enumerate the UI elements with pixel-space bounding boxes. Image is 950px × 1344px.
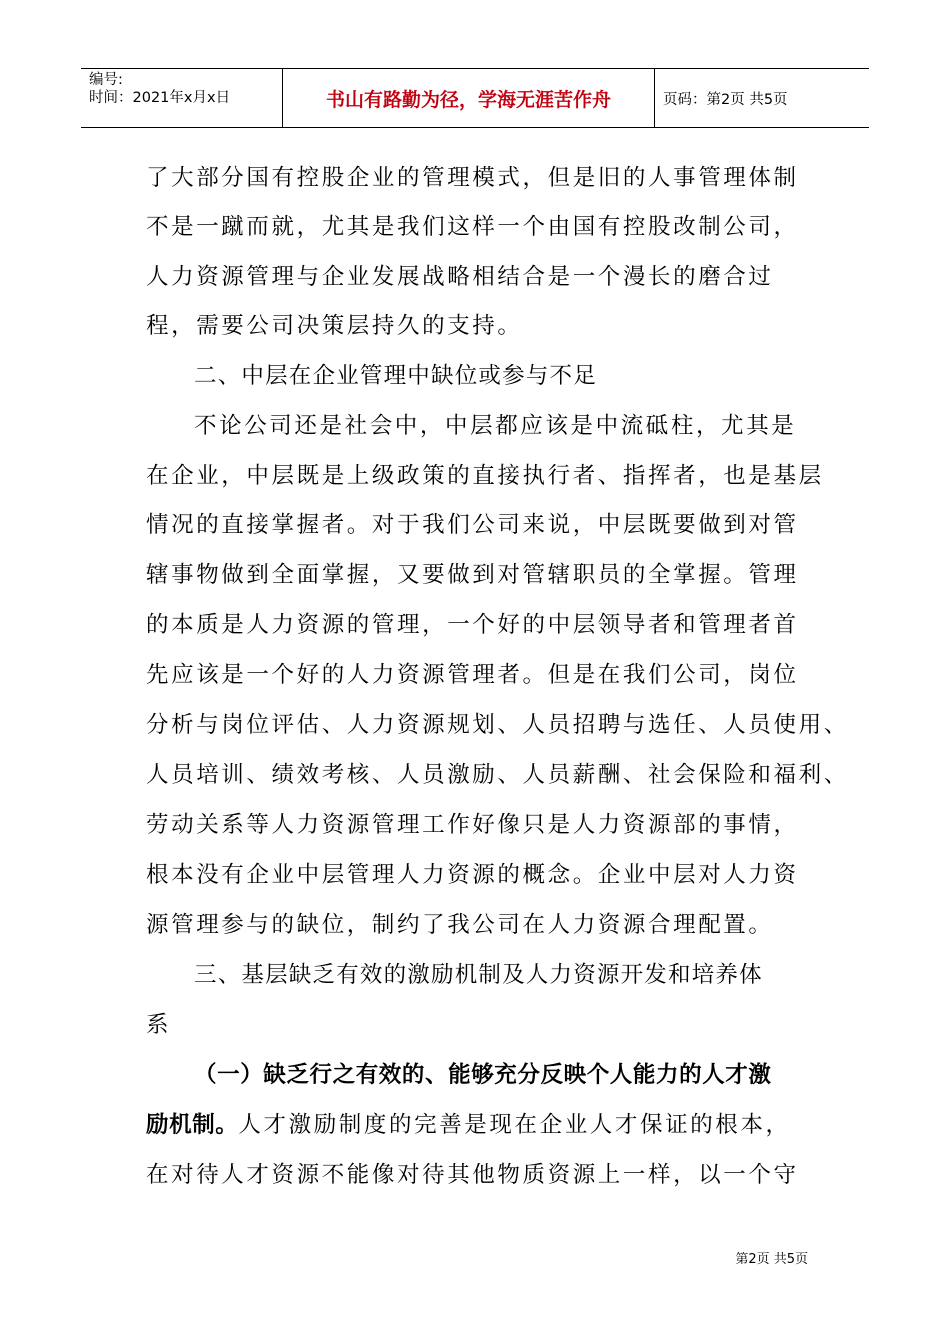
serial-label: 编号: [89, 72, 123, 88]
header-page-number: 页码：第2页 共5页 [663, 91, 788, 108]
paragraph-line: 的本质是人力资源的管理，一个好的中层领导者和管理者首 [146, 612, 799, 638]
paragraph-line: 劳动关系等人力资源管理工作好像只是人力资源部的事情， [146, 812, 799, 838]
paragraph-line: 程，需要公司决策层持久的支持。 [146, 313, 523, 339]
header-motto: 书山有路勤为径，学海无涯苦作舟 [283, 69, 655, 127]
subsection-heading: （一）缺乏行之有效的、能够充分反映个人能力的人才激 [194, 1062, 772, 1088]
page-footer: 第2页 共5页 [735, 1252, 808, 1267]
section-heading: 二、中层在企业管理中缺位或参与不足 [194, 363, 597, 389]
paragraph-line: 不论公司还是社会中，中层都应该是中流砥柱，尤其是 [194, 413, 797, 439]
paragraph-line: 辖事物做到全面掌握，又要做到对管辖职员的全掌握。管理 [146, 562, 799, 588]
paragraph-line: 在企业，中层既是上级政策的直接执行者、指挥者，也是基层 [146, 463, 824, 489]
paragraph-line: 源管理参与的缺位，制约了我公司在人力资源合理配置。 [146, 912, 774, 938]
header-meta [81, 69, 283, 127]
paragraph-line: 情况的直接掌握者。对于我们公司来说，中层既要做到对管 [146, 512, 799, 538]
date-label: 时间：2021年x月x日 [89, 90, 231, 106]
section-heading: 三、基层缺乏有效的激励机制及人力资源开发和培养体 [194, 962, 763, 988]
subsection-heading-end: 励机制。 [146, 1112, 239, 1138]
paragraph-line: 不是一蹴而就，尤其是我们这样一个由国有控股改制公司， [146, 214, 799, 240]
paragraph-line: 人员培训、绩效考核、人员激励、人员薪酬、社会保险和福利、 [146, 762, 849, 788]
page-header [81, 68, 869, 128]
paragraph-line: 人力资源管理与企业发展战略相结合是一个漫长的磨合过 [146, 264, 774, 290]
paragraph-line [146, 1107, 791, 1139]
paragraph-line: 根本没有企业中层管理人力资源的概念。企业中层对人力资 [146, 862, 799, 888]
section-heading-continued: 系 [146, 1012, 170, 1038]
paragraph-line: 在对待人才资源不能像对待其他物质资源上一样，以一个守 [146, 1162, 799, 1188]
paragraph-line: 先应该是一个好的人力资源管理者。但是在我们公司，岗位 [146, 662, 799, 688]
paragraph-line: 了大部分国有控股企业的管理模式，但是旧的人事管理体制 [146, 165, 799, 191]
paragraph-text: 人才激励制度的完善是现在企业人才保证的根本， [238, 1112, 791, 1138]
paragraph-line: 分析与岗位评估、人力资源规划、人员招聘与选任、人员使用、 [146, 712, 849, 738]
